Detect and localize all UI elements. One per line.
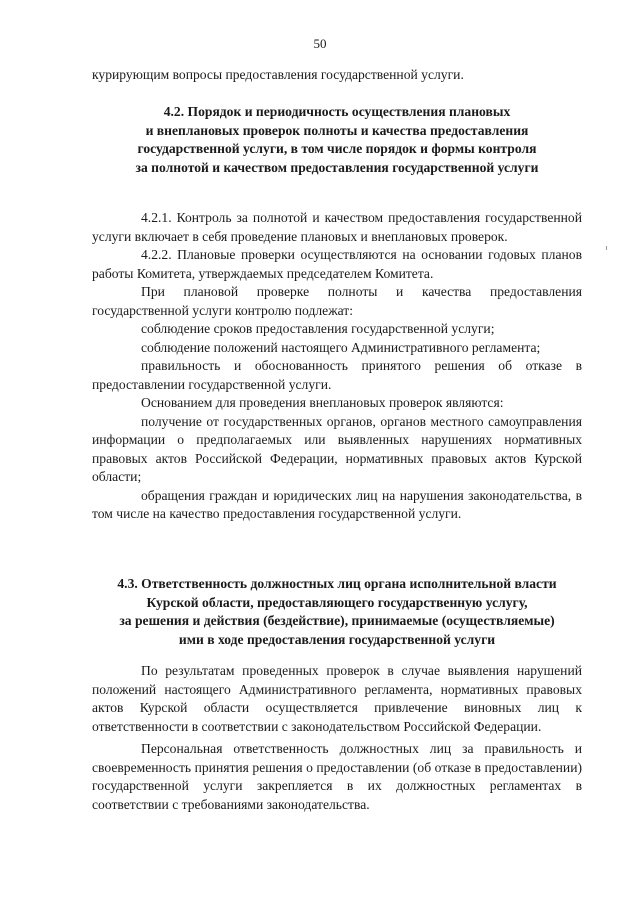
heading-line: ими в ходе предоставления государственной услуги bbox=[178, 631, 496, 647]
paragraph-planned-check-subjects: При плановой проверке полноты и качества предоставления государственной услуги контролю подлежат: bbox=[92, 284, 582, 318]
page-number: 50 bbox=[313, 36, 327, 51]
paragraph-citizen-appeals: обращения граждан и юридических лиц на нарушения законодательства, в том числе на качество предоставления государственной услуги. bbox=[92, 487, 582, 521]
section-4-2-heading bbox=[92, 103, 582, 177]
paragraph-unplanned-grounds: Основанием для проведения внеплановых проверок являются: bbox=[141, 395, 504, 410]
paragraph-inspection-results: По результатам проведенных проверок в случае выявления нарушений положений настоящего Административного регламента, нормативных правовых актов Курской области осуществляется привлечение виновных лиц к ответственности в соответствии с законодательством Российской Федерации. bbox=[92, 663, 582, 734]
paragraph-regulation-compliance: соблюдение положений настоящего Административного регламента; bbox=[141, 339, 541, 355]
paragraph-4-2-1: 4.2.1. Контроль за полнотой и качеством предоставления государственной услуги включает в себя проведение плановых и внеплановых проверок. bbox=[92, 210, 582, 244]
heading-line: 4.3. Ответственность должностных лиц органа исполнительной власти bbox=[117, 576, 557, 591]
paragraph-personal-responsibility: Персональная ответственность должностных лиц за правильность и своевременность принятия решения о предоставлении (об отказе в предоставлении) государственной услуги закрепляется в их должностных регламентах в соответствии с требованиями законодательства. bbox=[92, 741, 582, 812]
heading-line: за решения и действия (бездействие), принимаемые (осуществляемые) bbox=[119, 613, 555, 628]
heading-line: и внеплановых проверок полноты и качества предоставления bbox=[145, 122, 529, 138]
margin-mark bbox=[606, 246, 607, 250]
section-4-3-heading bbox=[92, 575, 582, 649]
heading-line: 4.2. Порядок и периодичность осуществления плановых bbox=[163, 104, 511, 119]
heading-line: за полнотой и качеством предоставления государственной услуги bbox=[135, 159, 539, 175]
section-4-3-body bbox=[92, 662, 582, 814]
paragraph-authority-info: получение от государственных органов, органов местного самоуправления информации о предполагаемых или выявленных нарушениях нормативных правовых актов Российской Федерации, нормативных правовых актов Курской области; bbox=[92, 413, 582, 484]
heading-line: государственной услуги, в том числе порядок и формы контроля bbox=[137, 141, 537, 156]
intro-paragraph: курирующим вопросы предоставления государственной услуги. bbox=[92, 67, 464, 82]
intro-continuation bbox=[92, 66, 582, 85]
paragraph-deadlines: соблюдение сроков предоставления государственной услуги; bbox=[141, 321, 495, 336]
paragraph-refusal-validity: правильность и обоснованность принятого решения об отказе в предоставлении государственной услуги. bbox=[92, 358, 582, 392]
heading-line: Курской области, предоставляющего государственную услугу, bbox=[146, 594, 528, 610]
section-4-2-body bbox=[92, 209, 582, 524]
paragraph-4-2-2: 4.2.2. Плановые проверки осуществляются на основании годовых планов работы Комитета, утверждаемых председателем Комитета. bbox=[92, 247, 582, 281]
